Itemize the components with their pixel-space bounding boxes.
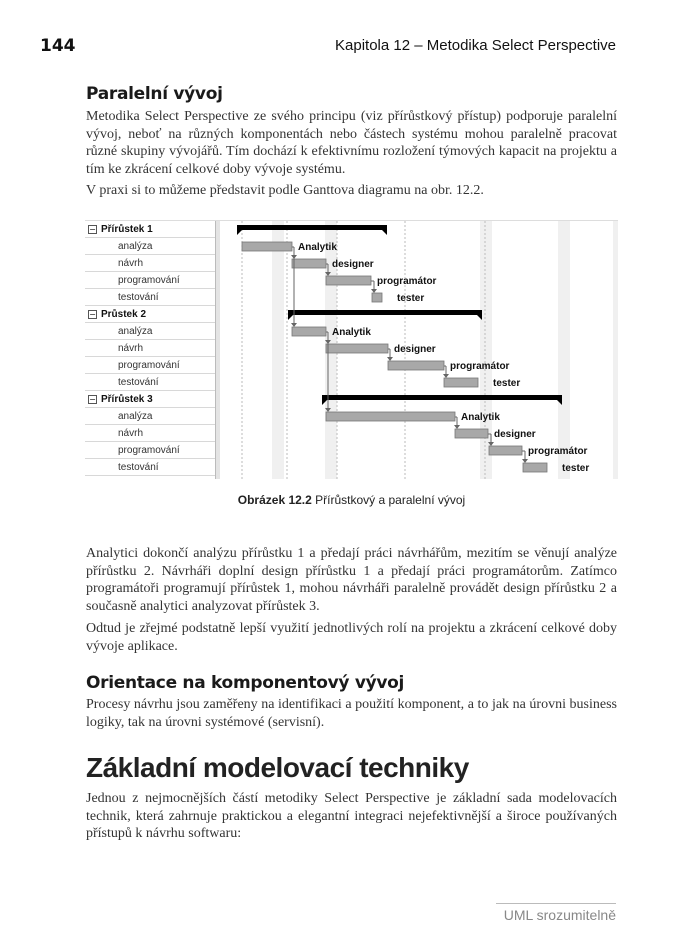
task-bar <box>455 429 488 438</box>
resource-label: Analytik <box>461 412 500 423</box>
resource-label: designer <box>394 344 436 355</box>
paragraph: Jednou z nejmocnějších částí metodiky Select Perspective je základní sada modelovacích technik, která zahrnuje praktickou a elegantní integraci nejefektivnější a široce používaných přístupů k návrhu softwaru: <box>86 791 617 842</box>
gantt-chart <box>85 221 618 479</box>
task-bar <box>372 293 382 302</box>
task-bar <box>242 242 292 251</box>
collapse-icon[interactable]: − <box>89 310 96 319</box>
task-row[interactable]: testování <box>85 289 215 306</box>
task-row[interactable]: návrh <box>85 340 215 357</box>
caption-text: Přírůstkový a paralelní vývoj <box>311 493 466 507</box>
section-heading-paralelni-vyvoj: Paralelní vývoj <box>86 84 223 104</box>
resource-label: programátor <box>528 446 588 457</box>
task-row[interactable]: testování <box>85 459 215 476</box>
task-bar <box>523 463 547 472</box>
summary-cap <box>288 315 293 320</box>
task-bar <box>326 276 371 285</box>
resource-label: programátor <box>377 276 437 287</box>
collapse-icon[interactable]: − <box>89 225 96 234</box>
resource-label: programátor <box>450 361 510 372</box>
resource-label: tester <box>493 378 521 389</box>
arrow-head <box>454 425 460 429</box>
page-number: 144 <box>40 36 76 56</box>
group-label: Přírůstek 1 <box>101 224 153 235</box>
chapter-section-heading: Základní modelovací techniky <box>86 752 469 783</box>
summary-bar <box>288 310 482 315</box>
arrow-head <box>387 357 393 361</box>
arrow-head <box>291 323 297 327</box>
resource-label: designer <box>494 429 536 440</box>
grid-stripe <box>480 221 492 479</box>
arrow-head <box>522 459 528 463</box>
task-row[interactable]: programování <box>85 442 215 459</box>
paragraph: Procesy návrhu jsou zaměřeny na identifikaci a použití komponent, a to jak na úrovni business logiky, tak na úrovni systémové (servisní). <box>86 697 617 730</box>
section-heading-komponentovy-vyvoj: Orientace na komponentový vývoj <box>86 673 405 693</box>
task-row[interactable]: analýza <box>85 238 215 255</box>
grid-stripe <box>613 221 618 479</box>
figure-caption <box>85 493 618 507</box>
arrow-head <box>443 374 449 378</box>
task-row[interactable]: programování <box>85 272 215 289</box>
collapse-icon[interactable]: − <box>89 395 96 404</box>
task-bar <box>388 361 444 370</box>
summary-bar <box>322 395 562 400</box>
summary-bar <box>237 225 387 230</box>
group-label: Průstek 2 <box>101 309 147 320</box>
resource-label: Analytik <box>332 327 371 338</box>
caption-label: Obrázek 12.2 <box>237 493 312 507</box>
group-label: Přírůstek 3 <box>101 394 153 405</box>
paragraph: Metodika Select Perspective ze svého principu (viz přírůstkový přístup) podporuje paralelní vývoj, neboť na různých komponentách nebo částech systému mohou paralelně pracovat různé skupiny vývojářů. Tím dochází k efektivnímu rozložení týmových kapacit na projektu a tím ke zkrácení celkové doby vývoje systému. <box>86 109 617 177</box>
paragraph: V praxi si to můžeme představit podle Ganttova diagramu na obr. 12.2. <box>86 183 484 198</box>
task-bar <box>292 259 326 268</box>
grid-stripe <box>558 221 570 479</box>
summary-cap <box>477 315 482 320</box>
task-row[interactable]: analýza <box>85 323 215 340</box>
task-bar <box>292 327 326 336</box>
resource-label: Analytik <box>298 242 337 253</box>
resource-label: tester <box>397 293 425 304</box>
task-row[interactable]: analýza <box>85 408 215 425</box>
arrow-head <box>371 289 377 293</box>
task-bar <box>326 344 388 353</box>
task-row[interactable]: návrh <box>85 255 215 272</box>
paragraph: Analytici dokončí analýzu přírůstku 1 a předají práci návrhářům, mezitím se věnují analýze přírůstku 2. Návrháři doplní design přírůstku 1 a předají práci programátorům. Zatímco programátoři programují přírůstek 1, mohou návrháři paralelně provádět design přírůstku 2 a současně analytici analyzovat přírůstek 3. <box>86 546 617 614</box>
task-row[interactable]: testování <box>85 374 215 391</box>
task-bar <box>489 446 522 455</box>
gantt-figure <box>85 220 618 479</box>
resource-label: tester <box>562 463 590 474</box>
task-bar <box>444 378 478 387</box>
task-bar <box>326 412 455 421</box>
task-row[interactable]: programování <box>85 357 215 374</box>
chapter-title: Kapitola 12 – Metodika Select Perspective <box>335 37 616 54</box>
paragraph: Odtud je zřejmé podstatně lepší využití jednotlivých rolí na projektu a zkrácení celkové doby vývoje aplikace. <box>86 621 617 654</box>
resource-label: designer <box>332 259 374 270</box>
summary-cap <box>237 230 242 235</box>
task-row[interactable]: návrh <box>85 425 215 442</box>
summary-cap <box>382 230 387 235</box>
footer-book-title: UML srozumitelně <box>496 903 616 923</box>
grid-stripe <box>272 221 284 479</box>
